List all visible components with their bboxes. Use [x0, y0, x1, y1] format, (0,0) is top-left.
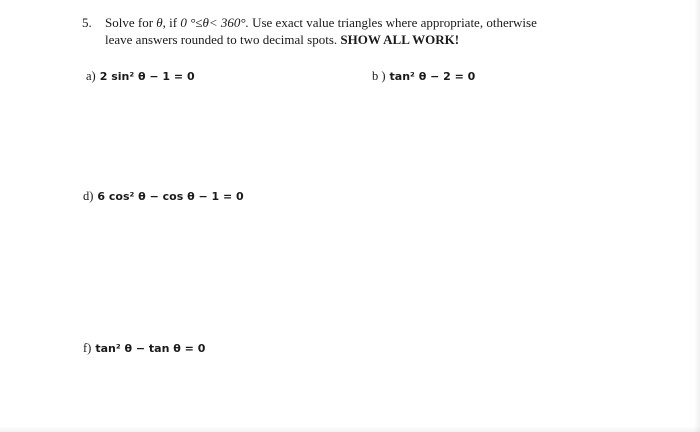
part-a-label: a): [86, 69, 96, 83]
part-a-equation: 2 sin² θ − 1 = 0: [99, 70, 195, 83]
part-a: [86, 69, 195, 84]
part-f-label: f): [83, 341, 92, 355]
theta-symbol: θ: [156, 15, 163, 30]
question-number: 5.: [82, 15, 92, 30]
instruction-line-2-text: leave answers rounded to two decimal spots.: [105, 32, 341, 47]
part-b-equation: tan² θ − 2 = 0: [389, 70, 476, 83]
show-all-work-text: SHOW ALL WORK!: [340, 32, 460, 47]
page-edge-shadow-bottom: [0, 426, 700, 432]
part-d-label: d): [83, 189, 94, 203]
instruction-text-if: , if: [162, 15, 181, 30]
part-b: [372, 69, 475, 84]
page-edge-shadow-right: [694, 0, 700, 432]
angle-range: 0 °≤θ< 360°.: [180, 15, 249, 30]
part-f-equation: tan² θ − tan θ = 0: [95, 342, 206, 355]
part-f: [83, 341, 205, 356]
question-5: [82, 14, 602, 48]
instruction-text-before: Solve for: [105, 15, 157, 30]
question-instructions: [105, 14, 602, 48]
instruction-line-2: [105, 31, 602, 48]
part-d-equation: 6 cos² θ − cos θ − 1 = 0: [97, 190, 244, 203]
instruction-text-after: Use exact value triangles where appropriate, otherwise: [248, 15, 537, 30]
part-b-label: b ): [372, 69, 386, 83]
part-d: [83, 189, 244, 204]
